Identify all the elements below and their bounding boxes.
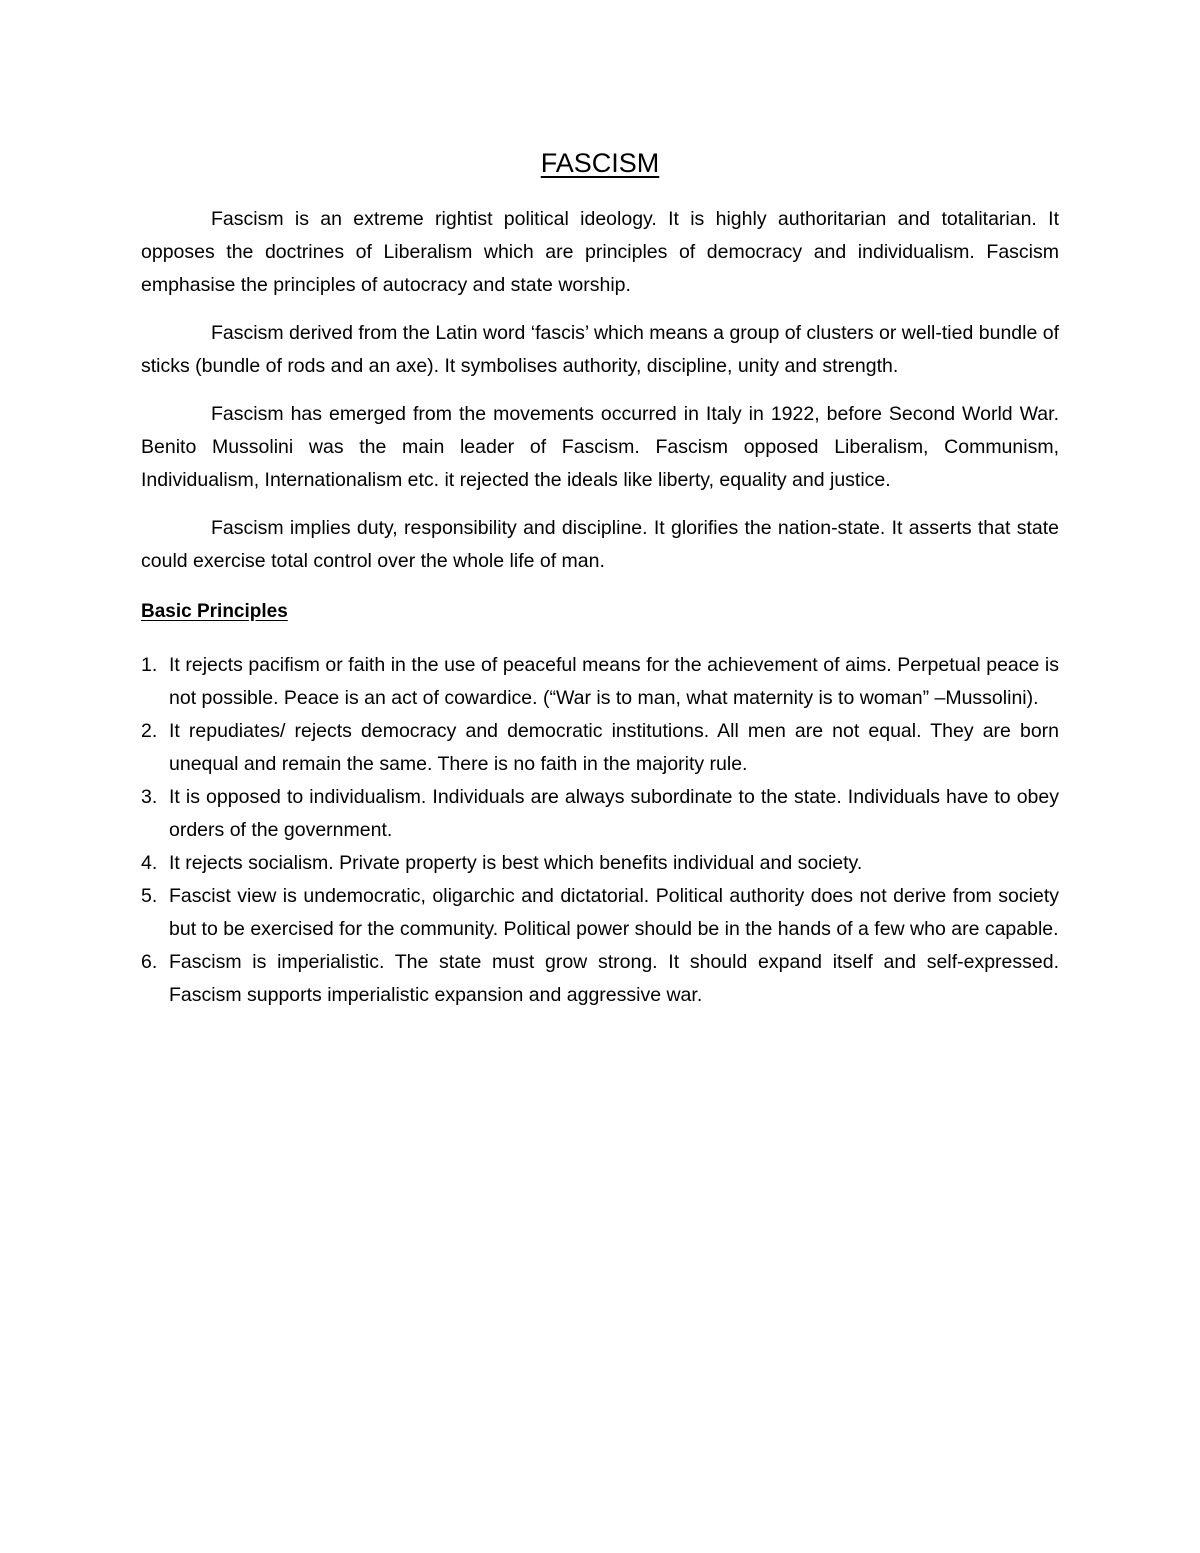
list-item-text: It rejects socialism. Private property is best which benefits individual and society.	[169, 852, 863, 874]
list-item	[141, 649, 1059, 715]
list-item	[141, 781, 1059, 847]
list-item-number: 1.	[141, 654, 158, 676]
paragraph-history: Fascism has emerged from the movements occurred in Italy in 1922, before Second World War. Benito Mussolini was the main leader of Fascism. Fascism opposed Liberalism, Communism, Individualism, Internationalism etc. it rejected the ideals like liberty, equality and justice.	[141, 403, 1059, 491]
list-item-text: It is opposed to individualism. Individuals are always subordinate to the state. Individuals have to obey orders of the government.	[169, 786, 1059, 841]
list-item-text: Fascist view is undemocratic, oligarchic and dictatorial. Political authority does not derive from society but to be exercised for the community. Political power should be in the hands of a few who are capable.	[169, 885, 1059, 940]
list-item-text: It rejects pacifism or faith in the use of peaceful means for the achievement of aims. Perpetual peace is not possible. Peace is an act of cowardice. (“War is to man, what maternity is to woman” –Mussolini).	[169, 654, 1059, 709]
paragraph-implications: Fascism implies duty, responsibility and discipline. It glorifies the nation-state. It asserts that state could exercise total control over the whole life of man.	[141, 517, 1059, 572]
document-title: FASCISM	[540, 148, 660, 178]
list-item	[141, 847, 1059, 880]
list-item-number: 4.	[141, 852, 158, 874]
list-item-text: Fascism is imperialistic. The state must grow strong. It should expand itself and self-expressed. Fascism supports imperialistic expansion and aggressive war.	[169, 951, 1059, 1006]
list-item-text: It repudiates/ rejects democracy and democratic institutions. All men are not equal. They are born unequal and remain the same. There is no faith in the majority rule.	[169, 720, 1059, 775]
list-item-number: 2.	[141, 720, 158, 742]
paragraph-definition: Fascism is an extreme rightist political ideology. It is highly authoritarian and totalitarian. It opposes the doctrines of Liberalism which are principles of democracy and individualism. Fascism emphasise the principles of autocracy and state worship.	[141, 208, 1059, 296]
section-heading-basic-principles: Basic Principles	[141, 601, 288, 622]
list-item	[141, 880, 1059, 946]
list-item-number: 3.	[141, 786, 158, 808]
list-item	[141, 715, 1059, 781]
list-item-number: 5.	[141, 885, 158, 907]
principles-list	[141, 649, 1059, 1012]
list-item-number: 6.	[141, 951, 158, 973]
document-page	[141, 145, 1059, 1012]
list-item	[141, 946, 1059, 1012]
paragraph-etymology: Fascism derived from the Latin word ‘fascis’ which means a group of clusters or well-tied bundle of sticks (bundle of rods and an axe). It symbolises authority, discipline, unity and strength.	[141, 322, 1059, 377]
